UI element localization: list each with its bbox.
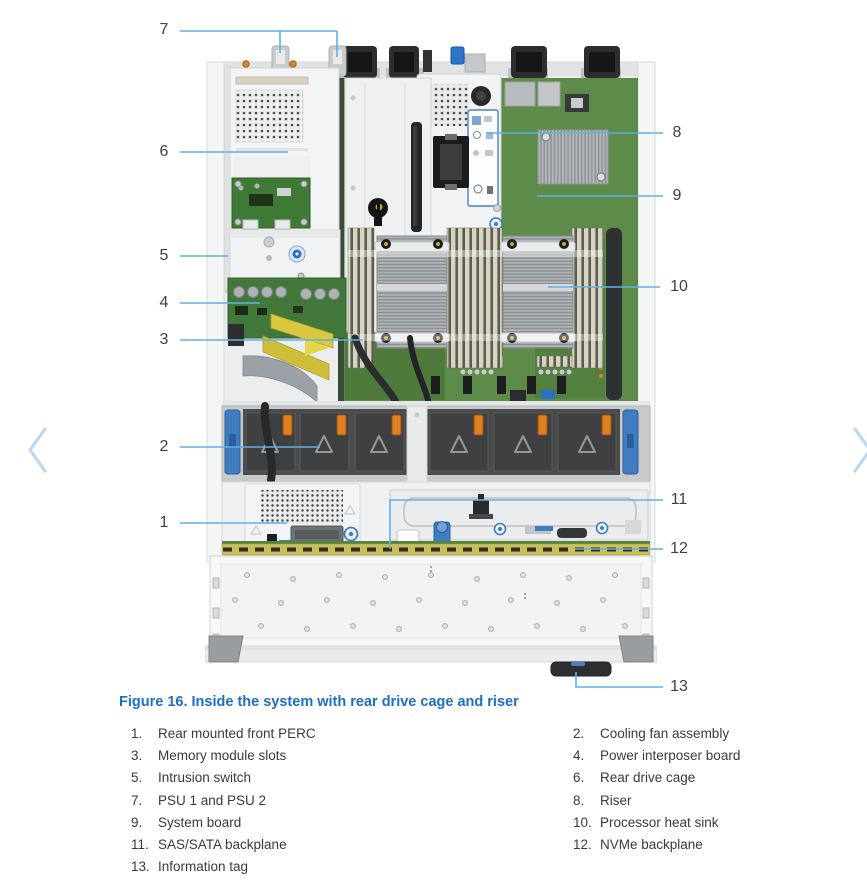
- legend-item: [131, 744, 491, 766]
- legend-item-label: Memory module slots: [158, 747, 287, 763]
- callout-label-7: 7: [159, 21, 169, 38]
- callout-label-8: 8: [672, 124, 682, 141]
- legend-left-column: [131, 722, 491, 878]
- legend-item-label: Processor heat sink: [600, 814, 719, 830]
- legend-item: [573, 789, 863, 811]
- information-tag-graphic: [551, 662, 611, 676]
- legend-item-number: 2.: [573, 725, 585, 741]
- legend-item-number: 6.: [573, 770, 585, 786]
- callout-label-2: 2: [159, 438, 169, 455]
- callout-label-11: 11: [670, 491, 688, 508]
- callout-label-6: 6: [159, 143, 169, 160]
- callout-label-9: 9: [672, 187, 682, 204]
- legend-item-label: Intrusion switch: [158, 770, 252, 786]
- server-interior-illustration: [205, 38, 657, 680]
- legend-item-number: 10.: [573, 814, 592, 830]
- legend-item: [131, 833, 491, 855]
- legend-item-number: 4.: [573, 747, 585, 763]
- legend-item-label: Power interposer board: [600, 747, 741, 763]
- legend-item: [131, 811, 491, 833]
- legend-item: [573, 833, 863, 855]
- legend-item-number: 12.: [573, 837, 592, 853]
- legend-item: [573, 744, 863, 766]
- legend-item-number: 13.: [131, 859, 150, 875]
- legend-item-label: NVMe backplane: [600, 837, 703, 853]
- legend-item: [573, 767, 863, 789]
- legend-item-number: 8.: [573, 792, 585, 808]
- figure-caption: Figure 16. Inside the system with rear drive cage and riser: [119, 694, 519, 710]
- legend-item-number: 7.: [131, 792, 143, 808]
- legend-item-number: 5.: [131, 770, 143, 786]
- legend-item-number: 9.: [131, 814, 143, 830]
- legend-item-number: 11.: [131, 837, 149, 853]
- legend-item-label: Information tag: [158, 859, 249, 875]
- legend-item-number: 3.: [131, 747, 143, 763]
- cooling-fan-assembly-graphic: [222, 406, 650, 482]
- legend-item-label: Rear drive cage: [600, 770, 696, 786]
- legend-item: [573, 722, 863, 744]
- legend-item-number: 1.: [131, 725, 143, 741]
- legend-item-label: Cooling fan assembly: [600, 725, 730, 741]
- callout-label-3: 3: [159, 331, 169, 348]
- callout-label-10: 10: [670, 278, 688, 295]
- legend-item: [131, 722, 491, 744]
- legend-item-label: SAS/SATA backplane: [158, 837, 287, 853]
- drive-bay-cover-graphic: [205, 556, 657, 662]
- legend-item: [573, 811, 863, 833]
- callout-label-1: 1: [159, 514, 169, 531]
- legend-item-label: System board: [158, 814, 242, 830]
- callout-label-12: 12: [670, 540, 688, 557]
- legend-item: [131, 789, 491, 811]
- legend-item-label: PSU 1 and PSU 2: [158, 792, 267, 808]
- callout-label-13: 13: [670, 678, 688, 695]
- callout-label-5: 5: [159, 247, 169, 264]
- legend-item: [131, 856, 491, 878]
- legend-item-label: Rear mounted front PERC: [158, 725, 316, 741]
- legend-right-column: [573, 722, 863, 856]
- callout-label-4: 4: [159, 294, 169, 311]
- legend-item-label: Riser: [600, 792, 632, 808]
- legend-item: [131, 767, 491, 789]
